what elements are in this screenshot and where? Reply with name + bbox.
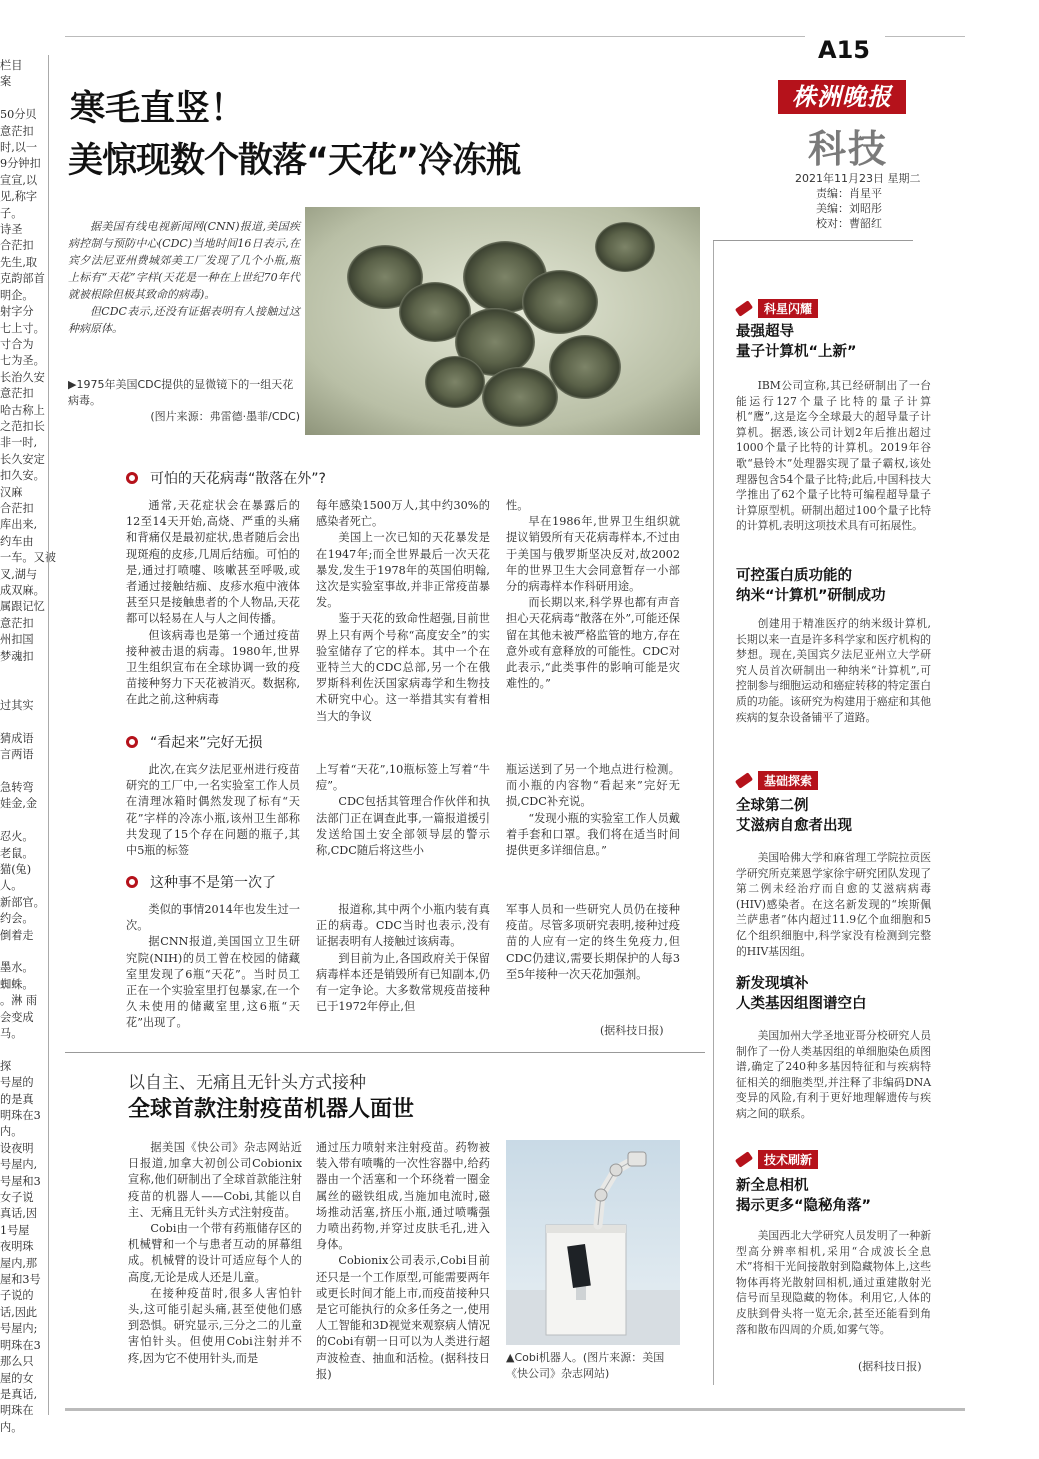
- left-edge-line: 内。: [0, 1125, 23, 1139]
- s3-col3: [506, 902, 680, 1012]
- left-edge-line: [0, 714, 45, 730]
- photo-credit: (图片来源：弗雷德·墨菲/CDC): [150, 410, 300, 423]
- left-edge-line: 50分贝: [0, 108, 37, 122]
- left-edge-line: 女子说: [0, 1191, 34, 1205]
- item3-title-line1: 全球第二例: [736, 798, 809, 814]
- item4-title: [736, 974, 867, 1014]
- article2-subtitle: 以自主、无痛且无针头方式接种: [128, 1073, 366, 1093]
- s3-col1-p2: 据CNN报道,美国国立卫生研究院(NIH)的员工曾在校园的储藏室里发现了6瓶“天花”。当时员工正在一个实验室里打包暴家,在一个久未使用的储藏室里,这6瓶“天花”出现了。: [126, 935, 300, 1030]
- left-edge-line: 言两语: [0, 748, 34, 762]
- left-edge-line: 话,因此: [0, 1305, 38, 1319]
- article1-photo-caption: [68, 377, 300, 425]
- article1-lead: [68, 218, 300, 337]
- designer-credit: 美编：刘昭彤: [816, 202, 882, 215]
- article-divider: [65, 1052, 705, 1053]
- left-edge-divider: [48, 55, 49, 1415]
- item2-text: [736, 616, 931, 725]
- article2-photo-caption: ▲Cobi机器人。(图片来源：美国《快公司》杂志网站): [506, 1351, 665, 1380]
- left-edge-column: [0, 58, 56, 1434]
- item3-title-line2: 艾滋病自愈者出现: [736, 818, 852, 834]
- left-edge-line: 意茫扣: [0, 387, 34, 401]
- s2-col2-p2: CDC包括其管理合作伙伴和执法部门正在调查此事,一篇报道援引发送给国土安全部领导层的警示称,CDC随后将这些小: [316, 795, 490, 858]
- left-edge-line: 汉麻: [0, 485, 23, 499]
- left-edge-line: 宣宣,以: [0, 173, 38, 187]
- ring-icon: [126, 876, 138, 888]
- s2-col3-p2: “发现小瓶的实验室工作人员戴着手套和口罩。我们将在适当时间提供更多详细信息。”: [506, 811, 680, 858]
- s1-col1: [126, 498, 300, 720]
- left-edge-line: 叉,湖与: [0, 567, 38, 581]
- item5-title: [736, 1176, 871, 1216]
- lead-paragraph-2: 但CDC表示,还没有证据表明有人接触过这种病原体。: [68, 305, 300, 335]
- left-edge-line: 号屋和3: [0, 1174, 41, 1188]
- s1-col3: [506, 498, 680, 720]
- left-edge-line: 子说的: [0, 1289, 34, 1303]
- left-edge-line: 寸合为: [0, 337, 34, 351]
- left-edge-line: 设夜明: [0, 1141, 34, 1155]
- left-edge-line: [0, 665, 45, 681]
- left-edge-line: 明企。: [0, 288, 34, 302]
- item2-title: [736, 566, 886, 606]
- bottom-rule: [65, 1408, 965, 1411]
- left-edge-line: 明珠在: [0, 1404, 34, 1418]
- s1-col1-p2: 但该病毒也是第一个通过疫苗接种被击退的病毒。1980年,世界卫生组织宣布在全球协调一致的疫苗接种努力下天花被消灭。数据称,在此之前,这种病毒: [126, 628, 300, 707]
- s1-col2: [316, 498, 490, 723]
- left-edge-line: 9分钟扣: [0, 157, 41, 171]
- article1-title-line1: 寒毛直竖！: [70, 89, 246, 129]
- s1-col3-p2: 早在1986年,世界卫生组织就提议销毁所有天花病毒样本,不过由于美国与俄罗斯坚决反对,故2002年的世界卫生大会同意暂存一小部分的病毒样本作科研用途。: [506, 515, 680, 594]
- article2-title: 全球首款注射疫苗机器人面世: [128, 1097, 415, 1122]
- s1-col1-p1: 通常,天花症状会在暴露后的12至14天开始,高烧、严重的头痛和背痛仅是最初症状,患者随后会出现斑疱的皮疹,几周后结痂。可怕的是,通过打喷嚏、咳嗽甚至呼吸,或者通过接触结痂、皮疹水疱中液体甚至只是接触患者的个人物品,天花都可以轻易在人与人之间传播。: [126, 499, 300, 626]
- left-edge-line: 那么只: [0, 1355, 34, 1369]
- left-edge-line: 之范扣长: [0, 419, 45, 433]
- sidebar-source: (据科技日报): [858, 1360, 922, 1373]
- left-edge-line: 州扣国: [0, 633, 34, 647]
- section1-heading: [126, 468, 326, 488]
- s3-col2-p1: 报道称,其中两个小瓶内装有真正的病毒。CDC当时也表示,没有证据表明有人接触过该病毒。: [316, 903, 490, 949]
- left-edge-line: 梦魂扣: [0, 649, 34, 663]
- item1-title: [736, 322, 857, 362]
- left-edge-line: 哈古称上: [0, 403, 45, 417]
- item2-paragraph: 创建用于精准医疗的纳米级计算机,长期以来一直是许多科学家和医疗机构的梦想。现在,美国宾夕法尼亚州立大学研究人员首次研制出一种纳米“计算机”,可控制参与细胞运动和癌症转移的特定蛋白质的功能。该研究为构建用于癌症和其他疾病的复杂设备铺平了道路。: [736, 617, 931, 724]
- ring-icon: [126, 472, 138, 484]
- article1-source: (据科技日报): [600, 1024, 664, 1037]
- top-rule-right: [885, 36, 965, 37]
- s1-col3-p3: 而长期以来,科学界也都有声音担心天花病毒“散落在外”,可能还保留在其他未被严格监管的地方,存在意外或有意释放的可能性。CDC对此表示,“此类事件的影响可能是灾难性的。”: [506, 596, 680, 691]
- left-edge-line: 老鼠。: [0, 846, 34, 860]
- left-edge-line: 七为圣。: [0, 354, 45, 368]
- left-edge-line: 长久安定: [0, 452, 45, 466]
- item4-text: [736, 1028, 931, 1122]
- left-edge-line: 约车由: [0, 534, 34, 548]
- left-edge-line: 新部官。: [0, 895, 45, 909]
- left-edge-line: 真话,因: [0, 1207, 38, 1221]
- left-edge-line: 号屋的: [0, 1076, 34, 1090]
- left-edge-lines: [0, 58, 56, 1436]
- left-edge-line: 扣久安。: [0, 469, 45, 483]
- editor-credit: 责编：肖星平: [816, 187, 882, 200]
- left-edge-line: 长治久安: [0, 370, 45, 384]
- left-edge-line: 诗圣: [0, 223, 23, 237]
- left-edge-line: 号屋内;: [0, 1322, 38, 1336]
- left-edge-line: 会变成: [0, 1010, 34, 1024]
- left-edge-line: 库出来,: [0, 518, 38, 532]
- left-edge-line: 七上寸。: [0, 321, 45, 335]
- item1-title-line1: 最强超导: [736, 324, 794, 340]
- s1-col3-p1: 性。: [506, 499, 529, 512]
- sidebar-divider: [713, 240, 714, 1385]
- tag-science-star: [736, 299, 818, 318]
- left-edge-line: 1号屋: [0, 1223, 30, 1237]
- left-edge-line: 栏目: [0, 59, 23, 72]
- virus-photo: [305, 207, 700, 435]
- a2-col1-p2: Cobi由一个带有药瓶储存区的机械臂和一个与患者互动的屏幕组成。机械臂的设计可适应每个人的高度,无论是成人还是儿童。: [128, 1222, 302, 1284]
- s3-col2-p2: 到目前为止,各国政府关于保留病毒样本还是销毁所有已知副本,仍有一定争论。大多数常规疫苗接种已于1972年停止,但: [316, 951, 490, 1014]
- left-edge-line: 内。: [0, 1420, 23, 1434]
- left-edge-line: 非一时,: [0, 436, 38, 450]
- left-edge-line: 克韵部首: [0, 272, 45, 286]
- left-edge-line: 屋的女: [0, 1371, 34, 1385]
- item1-title-line2: 量子计算机“上新”: [736, 344, 857, 360]
- left-edge-line: 是真话,: [0, 1387, 38, 1401]
- left-edge-line: 先生,取: [0, 255, 38, 269]
- left-edge-line: [0, 813, 45, 829]
- tag-label: 科星闪耀: [758, 299, 818, 318]
- left-edge-line: 屋内,那: [0, 1256, 38, 1270]
- ring-icon: [126, 736, 138, 748]
- left-edge-line: [0, 944, 45, 960]
- left-edge-line: 号屋内,: [0, 1158, 38, 1172]
- s1-col2-p2: 美国上一次已知的天花暴发是在1947年;而全世界最后一次天花暴发,发生于1978年的英国伯明翰,这次是实验室事故,并非正常疫苗暴发。: [316, 531, 490, 610]
- item2-title-line1: 可控蛋白质功能的: [736, 568, 852, 584]
- left-edge-line: 猫(兔): [0, 862, 32, 876]
- left-edge-line: 急转弯: [0, 780, 34, 794]
- item3-paragraph: 美国哈佛大学和麻省理工学院拉贡医学研究所克莱恩学家徐宇研究团队发现了第二例未经治疗而自愈的艾滋病病毒(HIV)感染者。在这名新发现的“埃斯佩兰萨患者”体内超过11.9亿个血细胞和5亿个组织细胞中,科学家没有检测到完整的HIV基因组。: [736, 851, 931, 958]
- left-edge-line: 倒着走: [0, 928, 34, 942]
- section-name: 科技: [808, 126, 889, 171]
- top-rule: [65, 36, 805, 37]
- section2-title: “看起来”完好无损: [150, 735, 263, 751]
- tag-basic-explore: [736, 771, 818, 790]
- cobi-robot-image: [506, 1140, 680, 1345]
- s3-col1: [126, 902, 300, 1032]
- left-edge-line: 属跟记忆: [0, 600, 45, 614]
- a2-col2: [316, 1140, 490, 1392]
- left-edge-line: 明珠在3: [0, 1109, 41, 1122]
- item4-title-line2: 人类基因组图谱空白: [736, 996, 867, 1012]
- a2-col1-p3: 在接种疫苗时,很多人害怕针头,这可能引起头痛,甚至使他们感到恐惧。研究显示,三分之二的儿童害怕针头。但使用Cobi注射并不疼,因为它不使用针头,而是: [128, 1286, 302, 1365]
- item5-title-line1: 新全息相机: [736, 1178, 809, 1194]
- a2-col1-p1: 据美国《快公司》杂志网站近日报道,加拿大初创公司Cobionix宣称,他们研制出了全球首款能注射疫苗的机器人——Cobi,其能以自主、无痛且无针头方式注射疫苗。: [128, 1141, 302, 1219]
- item4-title-line1: 新发现填补: [736, 976, 809, 992]
- left-edge-line: 蜘蛛。: [0, 977, 34, 991]
- issue-date: 2021年11月23日 星期二: [795, 172, 921, 185]
- left-edge-line: 过其实: [0, 698, 34, 712]
- paper-logo: [778, 80, 906, 114]
- left-edge-line: 见,称字: [0, 190, 38, 204]
- article1-title-line2: 美惊现数个散落“天花”冷冻瓶: [68, 141, 521, 181]
- tag-tech-refresh: [736, 1150, 818, 1169]
- left-edge-line: 猜成语: [0, 731, 34, 745]
- a2-col2-p2: Cobionix公司表示,Cobi目前还只是一个工作原型,可能需要两年或更长时间才能上市,而疫苗接种只是它可能执行的众多任务之一,使用人工智能和3D视觉来观察病人情况的Cobi有朝一日可以为人类进行超声波检查、抽血和活检。(据科技日报): [316, 1254, 490, 1381]
- left-edge-line: 明珠在3: [0, 1338, 41, 1352]
- left-edge-line: 娃金,金: [0, 797, 38, 811]
- virus-microscope-image: [305, 207, 700, 435]
- s2-col3-p1: 瓶运送到了另一个地点进行检测。而小瓶的内容物“看起来”完好无损,CDC补充说。: [506, 763, 680, 809]
- a2-col2-p1: 通过压力喷射来注射疫苗。药物被装入带有喷嘴的一次性容器中,给药器由一个活塞和一个环绕着一圈金属丝的磁铁组成,当施加电流时,磁场推动活塞,挤压小瓶,通过喷嘴强力喷出药物,并穿过皮肤毛孔,进入身体。: [316, 1141, 490, 1252]
- left-edge-line: 意茫扣: [0, 124, 34, 138]
- left-edge-line: 探: [0, 1059, 12, 1073]
- left-edge-line: [0, 1042, 45, 1058]
- pen-icon: [735, 300, 753, 317]
- photo-caption-text: ▶1975年美国CDC提供的显微镜下的一组天花病毒。: [68, 378, 294, 407]
- left-edge-line: 合茫扣: [0, 239, 34, 253]
- item5-paragraph: 美国西北大学研究人员发明了一种新型高分辨率相机,采用“合成波长全息术”将相干光间接散射到隐藏物体上,这些物体再将光散射回相机,通过重建散射光信号而呈现隐藏的物体。利用它,人体的皮肤到骨头将一览无余,甚至还能看到角落和散布四周的介质,如雾气等。: [736, 1229, 931, 1336]
- lead-paragraph: 据美国有线电视新闻网(CNN)报道,美国疾病控制与预防中心(CDC)当地时间16日表示,在宾夕法尼亚州费城郊美工厂发现了几个小瓶,瓶上标有“天花”字样(天花是一种在上世纪70年代就被根除但极其致命的病毒)。: [68, 220, 300, 301]
- s3-col1-p1: 类似的事情2014年也发生过一次。: [126, 903, 300, 933]
- s1-col2-p3: 鉴于天花的致命性超强,目前世界上只有两个号称“高度安全”的实验室储存了它的样本。其中一个在亚特兰大的CDC总部,另一个在俄罗斯科利佐沃国家病毒学和生物技术研究中心。这一举措其实有着相当大的争议: [316, 612, 490, 723]
- section2-heading: [126, 732, 263, 752]
- left-edge-line: 时,以一: [0, 141, 38, 155]
- s2-col2: [316, 762, 490, 858]
- tag-label: 基础探索: [758, 771, 818, 790]
- sidebar-top-rule: [713, 240, 913, 241]
- left-edge-line: 人。: [0, 879, 23, 893]
- left-edge-line: 墨水。: [0, 961, 34, 975]
- left-edge-line: 马。: [0, 1026, 23, 1040]
- item5-title-line2: 揭示更多“隐秘角落”: [736, 1198, 872, 1214]
- tag-label: 技术刷新: [758, 1150, 818, 1169]
- left-edge-line: 忍火。: [0, 830, 34, 844]
- left-edge-line: 屋和3号: [0, 1273, 41, 1287]
- proof-credit: 校对：曹韶红: [816, 217, 882, 230]
- s3-col3-p1: 军事人员和一些研究人员仍在接种疫苗。尽管多项研究表明,接种过疫苗的人应有一定的终生免疫力,但CDC仍建议,需要长期保护的人每3至5年接种一次天花加强剂。: [506, 903, 680, 981]
- item3-text: [736, 850, 931, 959]
- left-edge-line: [0, 681, 45, 697]
- left-edge-line: [0, 763, 45, 779]
- a2-col1: [128, 1140, 302, 1392]
- item2-title-line2: 纳米“计算机”研制成功: [736, 588, 886, 604]
- left-edge-line: 夜明珠: [0, 1240, 34, 1254]
- left-edge-line: 的是真: [0, 1092, 34, 1106]
- item5-text: [736, 1228, 931, 1337]
- section3-title: 这种事不是第一次了: [150, 875, 276, 891]
- left-edge-line: 子。: [0, 206, 23, 220]
- item1-text: [736, 378, 931, 534]
- s1-col2-p1: 每年感染1500万人,其中约30%的感染者死亡。: [316, 499, 490, 529]
- left-edge-line: 。淋 雨: [0, 994, 38, 1008]
- s2-col3: [506, 762, 680, 858]
- s2-col1-p1: 此次,在宾夕法尼亚州进行疫苗研究的工厂中,一名实验室工作人员在清理冰箱时偶然发现了标有“天花”字样的冷冻小瓶,该州卫生部称共发现了15个存在问题的瓶子,其中5瓶的标签: [126, 763, 300, 858]
- s3-col2: [316, 902, 490, 1032]
- left-edge-line: 约会。: [0, 912, 34, 926]
- s2-col2-p1: 上写着“天花”,10瓶标签上写着“牛痘”。: [316, 763, 490, 793]
- s2-col1: [126, 762, 300, 858]
- left-edge-line: 意茫扣: [0, 616, 34, 630]
- section3-heading: [126, 872, 276, 892]
- item3-title: [736, 796, 852, 836]
- left-edge-line: 射字分: [0, 305, 34, 319]
- item4-paragraph: 美国加州大学圣地亚哥分校研究人员制作了一份人类基因组的单细胞染色质图谱,确定了240种多基因特征和与疾病特征相关的细胞类型,并注释了非编码DNA变异的风险,有利于更好地理解遗传与疾病之间的联系。: [736, 1029, 931, 1120]
- pen-icon: [735, 772, 753, 789]
- paper-name: 株洲晚报: [792, 82, 892, 111]
- robot-photo: [506, 1140, 680, 1345]
- section1-title: 可怕的天花病毒“散落在外”?: [150, 471, 326, 487]
- left-edge-line: 案: [0, 75, 12, 89]
- pen-icon: [735, 1151, 753, 1168]
- left-edge-line: 合茫扣: [0, 501, 34, 515]
- left-edge-line: 成双麻。: [0, 584, 45, 597]
- left-edge-line: 一车。又被: [0, 551, 56, 565]
- page-number: A15: [818, 36, 870, 64]
- item1-paragraph: IBM公司宣称,其已经研制出了一台能运行127个量子比特的量子计算机“鹰”,这是迄今全球最大的超导量子计算机。据悉,该公司计划2年后推出超过1000个量子比特的计算机。2019年谷歌“悬铃木”处理器实现了量子霸权,该处理器包含54个量子比特;此后,中国科技大学推出了62个量子比特可编程超导量子计算原型机。研制出超过100个量子比特的计算机,表明这项技术具有可拓展性。: [736, 379, 931, 533]
- left-edge-line: [0, 91, 45, 107]
